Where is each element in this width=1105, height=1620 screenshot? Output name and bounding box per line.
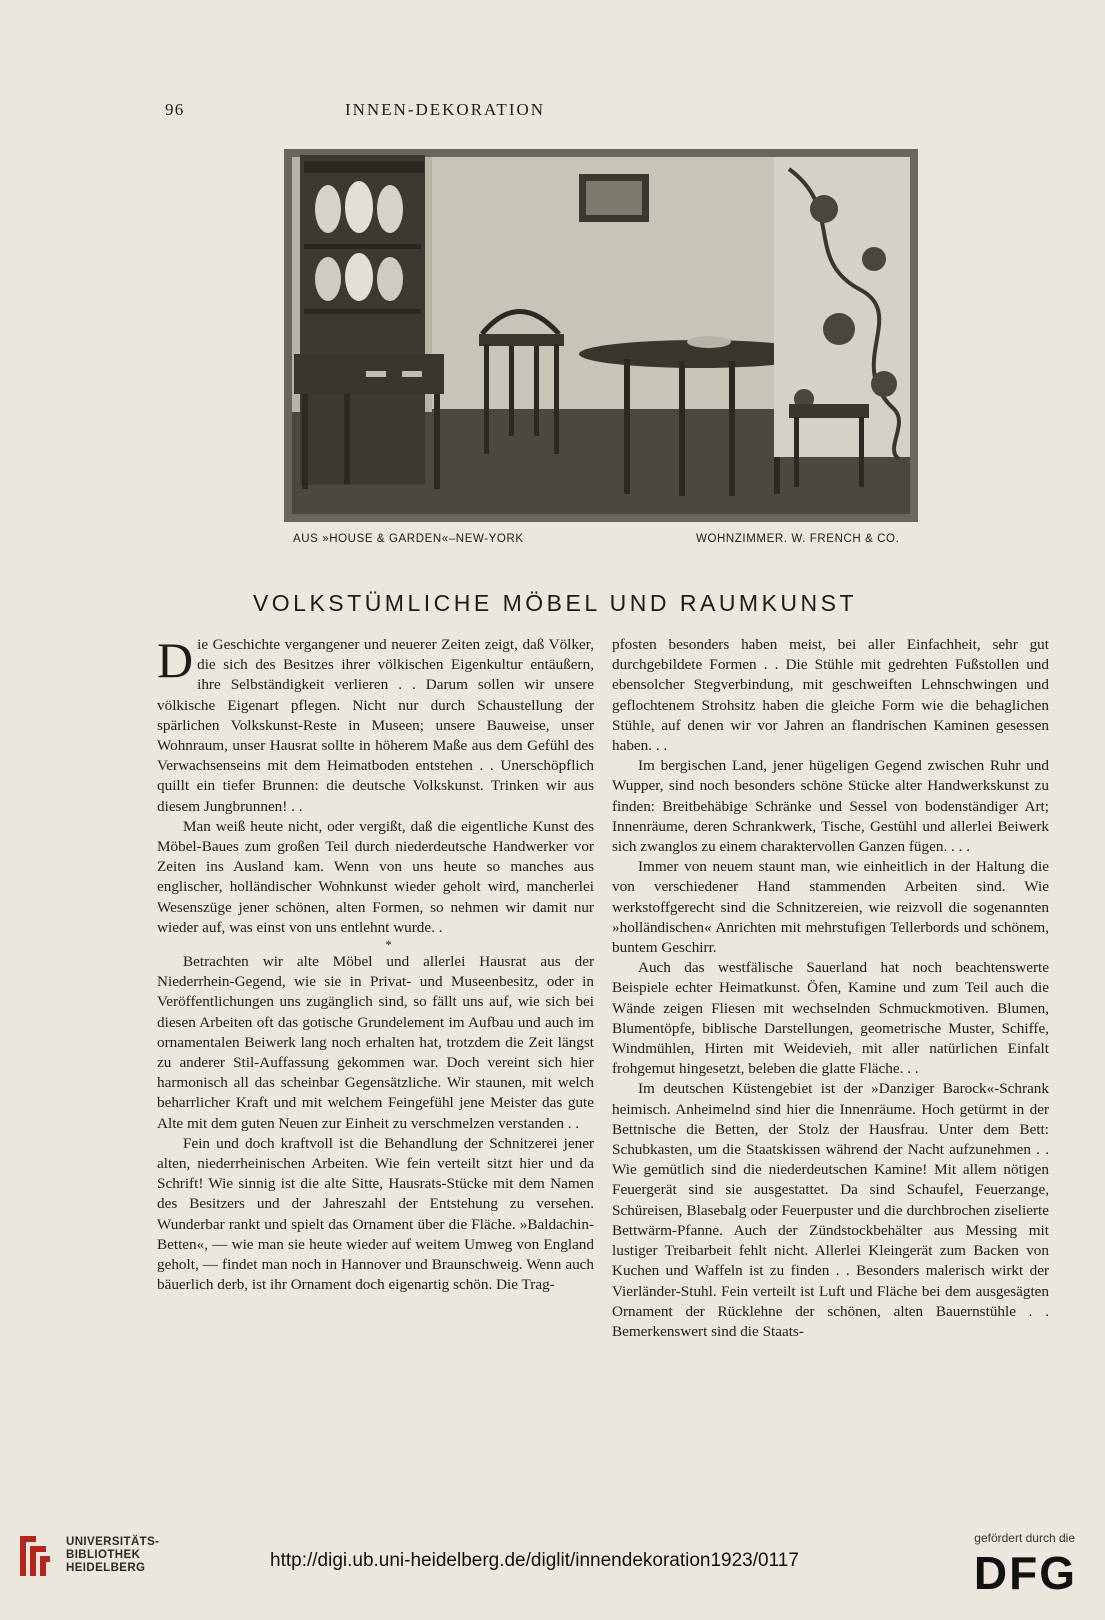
paragraph: Fein und doch kraftvoll ist die Behandlung der Schnitzerei jener alten, niederrheinischen Arbeiten. Wie fein verteilt sitzt hier und da Schrift! Wie sinnig ist die alte Sitte, Hausrats-Stücke mit dem Namen des Besitzers und der Jahreszahl der Entstehung zu versehen. Wunderbar rankt und spielt das Ornament über die Fläche. »Baldachin-Betten«, — wie man sie heute wieder auf weitem Umweg von England geholt, — findet man noch in Hannover und Braunschweig. Wenn auch bäuerlich derb, ist ihr Ornament doch eigenartig schön. Die Trag- bbox=[157, 1134, 594, 1294]
article-title: VOLKSTÜMLICHE MÖBEL UND RAUMKUNST bbox=[252, 590, 858, 616]
library-name-line: HEIDELBERG bbox=[66, 1562, 146, 1574]
paragraph: Immer von neuem staunt man, wie einheitlich in der Haltung die von verschiedener Hand stammenden Arbeiten sind. Wie werkstoffgerecht sind die Schnitzereien, wie reizvoll die sogenannten »holländischen« Anrichten mit mehrstufigen Tellerbords und schönem, buntem Geschirr. bbox=[612, 858, 1049, 957]
paragraph: Betrachten wir alte Möbel und allerlei Hausrat aus der Niederrhein-Gegend, wie sie in Privat- und Museenbesitz, oder in Veröffentlichungen uns zugänglich sind, so fällt uns auf, wie sich bei diesen Arbeiten oft das gotische Grundelement im Aufbau und auch im ornamentalen Beiwerk lang noch erhalten hat, trotzdem die Zeit längst zu anderer Stil-Auffassung gekommen war. Doch vereint sich hier harmonisch all das scheinbar Gegensätzliche. Wir staunen, mit welch beharrlicher Kraft und mit welchem Feingefühl jene Meister das gute Alte mit dem guten Neuen zur Einheit zu verschmelzen verstanden . . bbox=[157, 953, 594, 1132]
journal-title: INNEN-DEKORATION bbox=[344, 100, 546, 119]
left-column bbox=[157, 635, 594, 1395]
funding-note: gefördert durch die bbox=[974, 1531, 1075, 1545]
page-number: 96 bbox=[165, 100, 185, 119]
photo-source-caption: AUS »HOUSE & GARDEN«–NEW-YORK bbox=[293, 533, 524, 545]
paragraph: Man weiß heute nicht, oder vergißt, daß die eigentliche Kunst des Möbel-Baues zum großen Teil durch niederdeutsche Handwerker vor Zeiten ins Ausland kam. Wenn von uns heute so manches aus englischer, holländischer Wohnkunst wieder geholt wird, mancherlei Wesenszüge jener schönen, alten Formen, so nehmen wir damit nur wieder auf, was einst von uns entlehnt wurde. . bbox=[157, 817, 594, 936]
paragraph: Auch das westfälische Sauerland hat noch beachtenswerte Beispiele echter Heimatkunst. Öfen, Kamine und zum Teil auch die Wände zeigen Fliesen mit wechselnden Schmuckmotiven. Blumen, Blumentöpfe, biblische Darstellungen, geometrische Muster, Schiffe, Windmühlen, Hirten mit Weidevieh, mit aller natürlichen Einfalt frohgemut hingesetzt, beleben die glatte Fläche. . . bbox=[612, 959, 1049, 1078]
library-logo[interactable] bbox=[10, 1532, 170, 1582]
dfg-logo[interactable]: DFG bbox=[973, 1547, 1077, 1599]
library-name bbox=[66, 1536, 159, 1575]
interior-photo bbox=[284, 149, 918, 522]
library-name-line: BIBLIOTHEK bbox=[66, 1549, 141, 1561]
photo-illustration bbox=[284, 149, 918, 522]
page-header bbox=[165, 100, 725, 124]
paragraph: pfosten besonders haben meist, bei aller Einfachheit, sehr gut durchgebildete Formen . . Die Stühle mit gedrehten Fußstollen und ebensolcher Stegverbindung, mit geschweiften Lehnschwingen und geflochtenem Strohsitz haben die gleiche Form wie die behaglichen Stühle, auf denen wir vor Jahren an flandrischen Kaminen gesessen haben. . . bbox=[612, 636, 1049, 755]
paragraph: Im deutschen Küstengebiet ist der »Danziger Barock«-Schrank heimisch. Anheimelnd sind hier die Innenräume. Hoch getürmt in der Bettnische die Betten, der Stolz der Hausfrau. Unter dem Bett: Schubkasten, um die Staatskissen während der Nacht aufzunehmen . . Wie gemütlich sind die niederdeutschen Kamine! Mit allem nötigen Feuergerät sind sie ausgestattet. Da sind Schaufel, Feuerzange, Schüreisen, Blasebalg oder Feuerpuster und die durchbrochen ziselierte Bettwärm-Pfanne. Auch der Zündstockbehälter aus Messing mit lustiger Treibarbeit fehlt nicht. Allerlei Kleingerät zum Backen von Kuchen und Waffeln ist zu finden . . Besonders malerisch wirkt der Vierländer-Stuhl. Fein verteilt ist Luft und Fläche bei dem ausgesägten Ornament der Rücklehne der schönen, alten Bauernstühle . . Bemerkenswert sind die Staats- bbox=[612, 1080, 1049, 1340]
paragraph bbox=[157, 635, 594, 817]
drop-cap: D bbox=[157, 635, 194, 688]
library-emblem-icon bbox=[10, 1532, 54, 1580]
photo-description-caption: WOHNZIMMER. W. FRENCH & CO. bbox=[696, 533, 900, 545]
right-column bbox=[612, 635, 1049, 1395]
library-name-line: UNIVERSITÄTS- bbox=[66, 1536, 160, 1548]
paragraph-text: ie Geschichte vergangener und neuerer Zeiten zeigt, daß Völker, die sich des Besitzes ihrer völkischen Eigenkultur entäußern, ihre Selbständigkeit verlieren . . Darum sollen wir unsere völkische Eigenart pflegen. Nicht nur durch Schaustellung der spärlichen Volkskunst-Reste in Museen; unsere Bauweise, unser Wohnraum, unser Hausrat sollte in höherem Maße aus dem Gefühl des Verwachsenseins mit dem Heimatboden entstehen . . Unerschöpflich quillt ein tiefer Brunnen: die deutsche Volkskunst. Trinken wir aus diesem Jungbrunnen! . . bbox=[157, 636, 594, 815]
paragraph: Im bergischen Land, jener hügeligen Gegend zwischen Ruhr und Wupper, sind noch besonders schöne Stücke alter Handwerkskunst zu finden: Breitbehäbige Schränke und Sessel von bodenständiger Art; Innenräume, deren Schrankwerk, Tische, Gestühl und allerlei Beiwerk sich zwanglos zu einem charaktervollen Ganzen fügen. . . . bbox=[612, 757, 1049, 856]
section-divider: * bbox=[385, 937, 392, 953]
digital-copy-link[interactable]: http://digi.ub.uni-heidelberg.de/diglit/innendekoration1923/0117 bbox=[270, 1550, 799, 1571]
